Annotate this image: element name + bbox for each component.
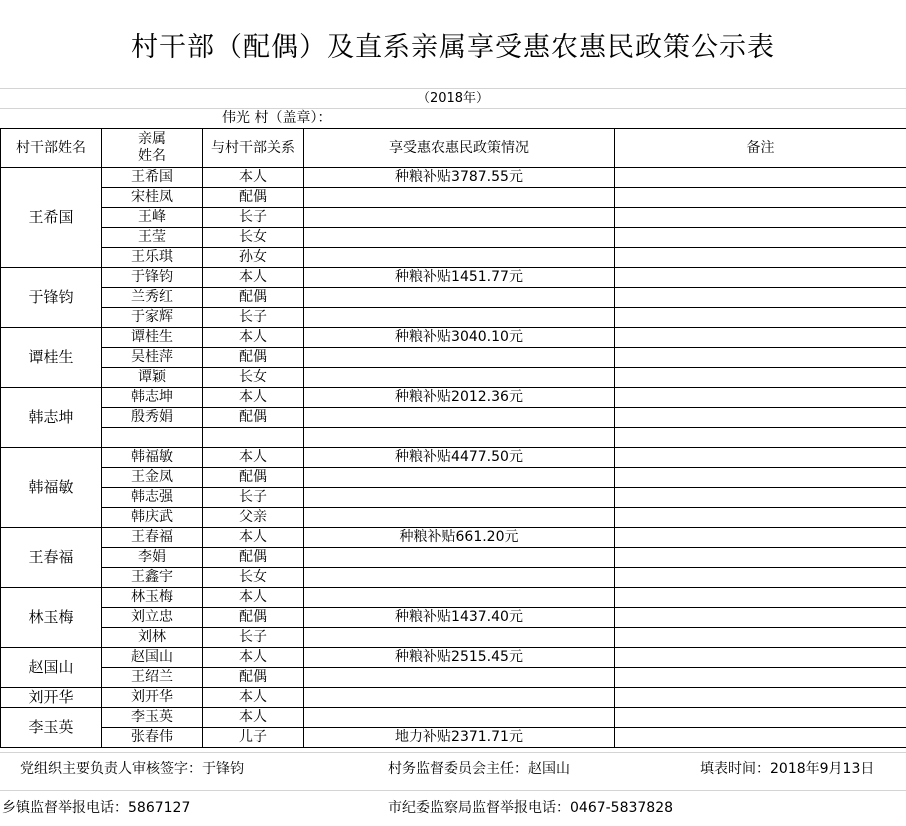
relation-cell: 本人 [203,708,304,728]
remark-cell [615,548,906,568]
remark-cell [615,448,906,468]
policy-cell [304,428,615,448]
cadre-name-cell: 于锋钧 [1,268,102,328]
relative-name-cell: 林玉梅 [102,588,203,608]
remark-cell [615,388,906,408]
table-row [1,328,906,348]
relative-name-cell: 于锋钧 [102,268,203,288]
relation-cell: 长子 [203,308,304,328]
policy-cell [304,368,615,388]
relation-cell: 配偶 [203,348,304,368]
remark-cell [615,588,906,608]
cadre-name-cell: 林玉梅 [1,588,102,648]
cadre-name-cell: 李玉英 [1,708,102,748]
remark-cell [615,568,906,588]
table-row [1,208,906,228]
relative-name-cell: 韩志坤 [102,388,203,408]
relative-name-cell: 王莹 [102,228,203,248]
village-stamp-line: 伟光 村（盖章）： [222,110,332,126]
table-row [1,368,906,388]
policy-cell [304,408,615,428]
relation-cell: 配偶 [203,608,304,628]
table-header-row [1,129,906,168]
relative-name-cell: 吴桂萍 [102,348,203,368]
relation-cell: 长女 [203,368,304,388]
policy-cell: 种粮补贴661.20元 [304,528,615,548]
policy-cell: 种粮补贴1451.77元 [304,268,615,288]
policy-cell [304,628,615,648]
relation-cell: 配偶 [203,548,304,568]
remark-cell [615,168,906,188]
relation-cell: 长女 [203,228,304,248]
remark-cell [615,328,906,348]
table-row [1,728,906,748]
remark-cell [615,188,906,208]
footer-signatures [0,752,906,786]
policy-cell [304,468,615,488]
relative-name-cell: 韩庆武 [102,508,203,528]
relative-name-cell: 王鑫宇 [102,568,203,588]
relation-cell: 配偶 [203,188,304,208]
relative-name-cell: 王金凤 [102,468,203,488]
remark-cell [615,308,906,328]
footer-hotlines [0,793,906,823]
remark-cell [615,228,906,248]
relation-cell: 儿子 [203,728,304,748]
policy-cell [304,688,615,708]
policy-cell [304,708,615,728]
relative-name-cell: 王希国 [102,168,203,188]
header-relation: 与村干部关系 [203,129,304,168]
header-policy: 享受惠农惠民政策情况 [304,129,615,168]
table-row [1,648,906,668]
remark-cell [615,648,906,668]
table-row [1,408,906,428]
table-row [1,528,906,548]
supervisor-name: 村务监督委员会主任：赵国山 [388,761,570,777]
relative-name-cell: 李娟 [102,548,203,568]
relative-name-cell: 兰秀红 [102,288,203,308]
table-row [1,568,906,588]
table-row [1,668,906,688]
relation-cell [203,428,304,448]
remark-cell [615,668,906,688]
relative-name-cell: 刘开华 [102,688,203,708]
relation-cell: 长子 [203,488,304,508]
table-row [1,548,906,568]
year-divider [0,108,906,109]
policy-cell: 种粮补贴3787.55元 [304,168,615,188]
policy-cell [304,308,615,328]
table-row [1,428,906,448]
relation-cell: 本人 [203,448,304,468]
policy-table [0,128,906,748]
town-hotline: 乡镇监督举报电话：5867127 [2,800,191,816]
relation-cell: 本人 [203,168,304,188]
cadre-name-cell: 谭桂生 [1,328,102,388]
relation-cell: 配偶 [203,288,304,308]
table-row [1,268,906,288]
relative-name-cell: 于家辉 [102,308,203,328]
footer-mid-divider [0,790,906,791]
remark-cell [615,408,906,428]
relation-cell: 本人 [203,328,304,348]
relative-name-cell: 王乐琪 [102,248,203,268]
remark-cell [615,728,906,748]
cadre-name-cell: 韩志坤 [1,388,102,448]
policy-cell: 种粮补贴2012.36元 [304,388,615,408]
table-row [1,488,906,508]
relation-cell: 长子 [203,208,304,228]
table-row [1,188,906,208]
relative-name-cell: 李玉英 [102,708,203,728]
relation-cell: 本人 [203,268,304,288]
relation-cell: 配偶 [203,408,304,428]
relation-cell: 父亲 [203,508,304,528]
table-row [1,688,906,708]
table-row [1,468,906,488]
header-remark: 备注 [615,129,906,168]
table-row [1,628,906,648]
relation-cell: 本人 [203,588,304,608]
relation-cell: 本人 [203,648,304,668]
relative-name-cell [102,428,203,448]
remark-cell [615,428,906,448]
policy-cell: 种粮补贴4477.50元 [304,448,615,468]
page-title: 村干部（配偶）及直系亲属享受惠农惠民政策公示表 [131,31,775,63]
remark-cell [615,688,906,708]
policy-cell [304,208,615,228]
relation-cell: 长女 [203,568,304,588]
year-label: （2018年） [416,91,490,106]
relative-name-cell: 刘林 [102,628,203,648]
header-relative-name: 亲属姓名 [102,129,203,168]
policy-cell: 种粮补贴3040.10元 [304,328,615,348]
policy-cell [304,288,615,308]
policy-cell [304,228,615,248]
relative-name-cell: 谭颖 [102,368,203,388]
relative-name-cell: 王峰 [102,208,203,228]
policy-cell: 地力补贴2371.71元 [304,728,615,748]
table-row [1,608,906,628]
relative-name-cell: 韩福敏 [102,448,203,468]
cadre-name-cell: 王希国 [1,168,102,268]
relation-cell: 长子 [203,628,304,648]
relation-cell: 配偶 [203,668,304,688]
table-row [1,248,906,268]
table-row [1,288,906,308]
relative-name-cell: 韩志强 [102,488,203,508]
policy-cell [304,568,615,588]
remark-cell [615,368,906,388]
relation-cell: 本人 [203,388,304,408]
relative-name-cell: 殷秀娟 [102,408,203,428]
relative-name-cell: 张春伟 [102,728,203,748]
remark-cell [615,208,906,228]
table-row [1,448,906,468]
table-row [1,308,906,328]
table-body [1,168,906,748]
relative-name-cell: 谭桂生 [102,328,203,348]
table-row [1,348,906,368]
cadre-name-cell: 赵国山 [1,648,102,688]
relative-name-cell: 王春福 [102,528,203,548]
relation-cell: 孙女 [203,248,304,268]
cadre-name-cell: 韩福敏 [1,448,102,528]
policy-cell [304,548,615,568]
cadre-name-cell: 刘开华 [1,688,102,708]
policy-cell [304,668,615,688]
policy-cell [304,488,615,508]
remark-cell [615,608,906,628]
remark-cell [615,348,906,368]
remark-cell [615,628,906,648]
relation-cell: 本人 [203,528,304,548]
policy-cell: 种粮补贴2515.45元 [304,648,615,668]
header-cadre-name: 村干部姓名 [1,129,102,168]
remark-cell [615,708,906,728]
remark-cell [615,488,906,508]
table-row [1,228,906,248]
relative-name-cell: 刘立忠 [102,608,203,628]
title-divider [0,88,906,89]
policy-cell [304,348,615,368]
policy-cell: 种粮补贴1437.40元 [304,608,615,628]
policy-cell [304,248,615,268]
policy-cell [304,188,615,208]
relative-name-cell: 王绍兰 [102,668,203,688]
relative-name-cell: 赵国山 [102,648,203,668]
relation-cell: 本人 [203,688,304,708]
table-row [1,388,906,408]
reviewer-signature: 党组织主要负责人审核签字：于锋钧 [20,761,244,777]
remark-cell [615,528,906,548]
table-row [1,508,906,528]
remark-cell [615,288,906,308]
relation-cell: 配偶 [203,468,304,488]
city-hotline: 市纪委监察局监督举报电话：0467-5837828 [388,800,674,816]
table-row [1,588,906,608]
remark-cell [615,268,906,288]
relative-name-cell: 宋桂凤 [102,188,203,208]
remark-cell [615,248,906,268]
remark-cell [615,468,906,488]
policy-cell [304,588,615,608]
fill-date: 填表时间：2018年9月13日 [700,761,875,777]
table-row [1,168,906,188]
remark-cell [615,508,906,528]
table-row [1,708,906,728]
cadre-name-cell: 王春福 [1,528,102,588]
policy-cell [304,508,615,528]
